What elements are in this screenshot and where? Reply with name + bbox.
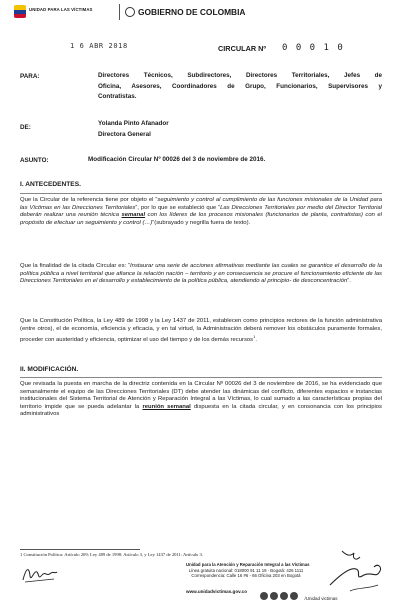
para-line-1: Directores Técnicos, Subdirectores, Directores Territoriales, Jefes de xyxy=(98,72,382,79)
handwritten-signature xyxy=(320,545,390,597)
p4-reunion-semanal-emphasis: reunión semanal xyxy=(142,403,191,410)
footnote-ref: 1 xyxy=(253,334,256,340)
de-sender xyxy=(98,119,169,140)
p3-text: Que la Constitución Política, la Ley 489 de 1998 y la Ley 1437 de 2011, establecen como principios rectores de la función administrativa (entre otros), el de economía, eficiencia y eficacia, y en tal virtud, la Administración deberá remover los obstáculos puramente formales, proceder con austeridad y eficiencia, optimizar el uso del tiempo y de los demás recursos xyxy=(20,318,382,344)
sender-role: Directora General xyxy=(98,130,151,138)
logo-victimas-text: UNIDAD PARA LAS VÍCTIMAS xyxy=(29,7,93,12)
stamp-date: 1 6 ABR 2018 xyxy=(70,42,128,50)
sender-name: Yolanda Pinto Afanador xyxy=(98,120,169,127)
para-line-3: Contratistas. xyxy=(98,93,137,100)
gobierno-colombia-logo xyxy=(119,4,246,20)
p1-quote-a: seguimiento y control al cumplimiento de las funciones misionales de la Unidad para las Víctimas en las Direcciones Territoriales xyxy=(20,197,383,211)
paragraph-2 xyxy=(20,263,382,286)
section-divider xyxy=(20,193,382,194)
footer-org: Unidad para la Atención y Reparación Integral a las Víctimas xyxy=(186,562,310,567)
para-recipients xyxy=(98,71,382,103)
de-label: DE: xyxy=(20,124,31,131)
section-modificacion-title: II. MODIFICACIÓN. xyxy=(20,366,79,373)
para-line-2: Oficina, Asesores, Coordinadores de Grupo, Funcionarios, Supervisores y xyxy=(98,82,382,90)
p1-text-a: Que la Circular de la referencia tiene por objeto el “ xyxy=(20,197,158,203)
twitter-icon[interactable] xyxy=(270,592,278,600)
coat-of-arms-icon xyxy=(125,7,135,17)
section-divider xyxy=(20,377,382,378)
facebook-icon[interactable] xyxy=(260,592,268,600)
p4-text-a: Que revisada la puesta en marcha de la directriz contenida en la Circular Nº 00026 del 3 de noviembre de 2016, se ha evidenciado que semanalmente el equipo de las Direcciones Territoriales (DT) debe atender las dinámicas del conflicto, diferentes espacios e instancias institucionales del Sistema Territorial de Atención y Reparación Integral a las Víctimas, lo cual sumado a las características propias del territorio impide que se pueda adelantar la xyxy=(20,381,382,410)
p1-text-c: ”(subrayado y negrilla fuera de texto). xyxy=(152,219,251,226)
p1-semanal-emphasis: semanal xyxy=(121,212,146,219)
p1-quote-c: con los líderes de los procesos misionales (funcionarios de planta, contratistas) con el propósito de efectuar un seguimiento y control (…) xyxy=(20,212,382,226)
asunto-label: ASUNTO: xyxy=(20,157,49,164)
paragraph-4 xyxy=(20,381,382,419)
section-antecedentes-title: I. ANTECEDENTES. xyxy=(20,181,81,188)
asunto-text: Modificación Circular Nº 00026 del 3 de noviembre de 2016. xyxy=(88,156,266,163)
footer-website[interactable]: www.unidadvictimas.gov.co xyxy=(186,589,248,594)
p1-text-b: ”, por lo que se estableció que “ xyxy=(135,204,221,211)
p2-text-a: Que la finalidad de la citada Circular es: “ xyxy=(20,263,131,269)
p3-end: . xyxy=(255,337,257,344)
initials-signature xyxy=(20,562,60,586)
colombia-seal-icon xyxy=(14,5,26,18)
logo-gobierno-text: GOBIERNO DE COLOMBIA xyxy=(138,7,246,17)
footnote-divider xyxy=(20,549,140,550)
footer-address: Correspondencia: Calle 16 #6 - 66 Oficina 203 en Bogotá xyxy=(191,573,301,578)
footer-contact xyxy=(186,562,310,579)
paragraph-3 xyxy=(20,318,382,345)
p2-text-b: ”. xyxy=(347,278,351,285)
unidad-victimas-logo xyxy=(14,4,112,20)
circular-number: 0 0 0 1 0 xyxy=(282,43,345,53)
footer-phone: Línea gratuita nacional: 018000 91 11 19 · Bogotá: 426 1111 xyxy=(188,567,304,573)
circular-label: CIRCULAR Nº xyxy=(218,44,267,53)
p1-quote-b: Las Direcciones Territoriales por medio del Director Territorial deberán realizar una reunión técnica xyxy=(20,204,382,219)
p4-text-b: dispuesta en la citada circular, y en consonancia con los principios administrativos xyxy=(20,403,383,418)
p2-quote: Instaurar una serie de acciones afirmativas mediante las cuales se garantice el desarrollo de la política pública a nivel territorial que afiance la relación nación – territorio y en consecuencia se procure el funcionamiento eficiente de las Direcciones Territoriales en el desarrollo y establecimiento de la política pública, atendiendo al principio- de desconcentración xyxy=(20,263,382,285)
footnote: 1 Constitución Política: Artículo 209; Ley 489 de 1998: Artículo 3, y Ley 1437 de 2011: Artículo 3. xyxy=(20,552,203,557)
instagram-icon[interactable] xyxy=(290,592,298,600)
social-handle: /Unidad victimas xyxy=(304,596,338,601)
youtube-icon[interactable] xyxy=(280,592,288,600)
paragraph-1 xyxy=(20,197,382,227)
para-label: PARA: xyxy=(20,73,40,80)
